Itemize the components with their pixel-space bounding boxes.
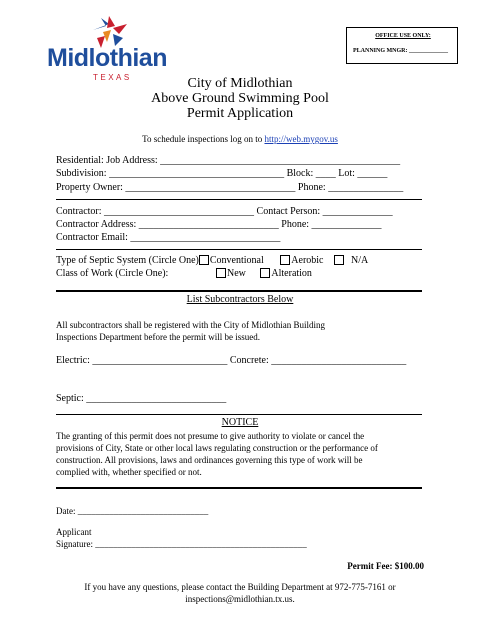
- contact-line2: inspections@midlothian.tx.us.: [185, 594, 295, 604]
- planning-manager-field: PLANNING MNGR: _____________: [353, 48, 448, 54]
- divider: [56, 199, 422, 200]
- divider: [56, 290, 422, 292]
- heading-line2: Above Ground Swimming Pool: [151, 91, 329, 106]
- class-of-work-label: Class of Work (Circle One):: [56, 268, 169, 279]
- checkbox[interactable]: [280, 255, 290, 265]
- septic-type-row: [56, 255, 368, 267]
- logo-name: Midlothian: [47, 44, 167, 72]
- contractor-address-field[interactable]: Contractor Address: ____________________________ Phone: ______________: [56, 219, 382, 230]
- divider: [56, 249, 422, 250]
- option-new: New: [227, 268, 246, 279]
- option-na: N/A: [351, 255, 369, 266]
- option-aerobic: Aerobic: [291, 255, 324, 266]
- option-conventional: Conventional: [209, 255, 264, 266]
- notice-line: The granting of this permit does not presume to give authority to violate or cancel the: [56, 431, 365, 441]
- notice-line: construction. All provisions, laws and ordinances governing this type of work will be: [56, 455, 363, 465]
- permit-fee: Permit Fee: $100.00: [347, 561, 424, 571]
- septic-type-label: Type of Septic System (Circle One): [56, 255, 199, 266]
- option-alteration: Alteration: [271, 268, 312, 279]
- contact-line1: If you have any questions, please contact the Building Department at 972-775-7161 or: [84, 582, 396, 592]
- contractor-email-field[interactable]: Contractor Email: ______________________________: [56, 232, 281, 243]
- notice-line: complied with, whether specified or not.: [56, 467, 202, 477]
- schedule-link[interactable]: http://web.mygov.us: [264, 134, 338, 144]
- subcontractors-text2: Inspections Department before the permit will be issued.: [56, 332, 260, 342]
- schedule-line: [0, 134, 480, 145]
- date-field[interactable]: Date: _____________________________: [56, 506, 209, 516]
- notice-line: provisions of City, State or other local laws regulating construction or the performance of: [56, 443, 378, 453]
- office-use-title: OFFICE USE ONLY:: [375, 33, 431, 39]
- divider: [56, 414, 422, 415]
- applicant-label: Applicant: [56, 527, 92, 537]
- schedule-text: To schedule inspections log on to: [142, 134, 265, 144]
- logo-state: TEXAS: [93, 73, 132, 82]
- subdivision-field[interactable]: Subdivision: ___________________________________ Block: ____ Lot: ______: [56, 168, 388, 179]
- property-owner-field[interactable]: Property Owner: __________________________________ Phone: _______________: [56, 182, 404, 193]
- heading-line3: Permit Application: [186, 106, 294, 121]
- notice-title: NOTICE: [221, 417, 259, 428]
- electric-concrete-field[interactable]: Electric: ___________________________ Concrete: ___________________________: [56, 355, 407, 366]
- subcontractors-title: List Subcontractors Below: [186, 294, 294, 305]
- signature-field[interactable]: Signature: _______________________________________________: [56, 539, 307, 549]
- divider: [56, 487, 422, 489]
- checkbox[interactable]: [260, 268, 270, 278]
- heading-line1: City of Midlothian: [187, 76, 293, 91]
- checkbox[interactable]: [199, 255, 209, 265]
- office-use-box: [346, 27, 458, 64]
- class-of-work-options: [216, 268, 312, 280]
- checkbox[interactable]: [216, 268, 226, 278]
- residential-field[interactable]: Residential: Job Address: ________________________________________________: [56, 155, 401, 166]
- contractor-field[interactable]: Contractor: ______________________________ Contact Person: ______________: [56, 206, 393, 217]
- checkbox[interactable]: [334, 255, 344, 265]
- subcontractors-text1: All subcontractors shall be registered with the City of Midlothian Building: [56, 320, 325, 330]
- septic-field[interactable]: Septic: ____________________________: [56, 393, 227, 404]
